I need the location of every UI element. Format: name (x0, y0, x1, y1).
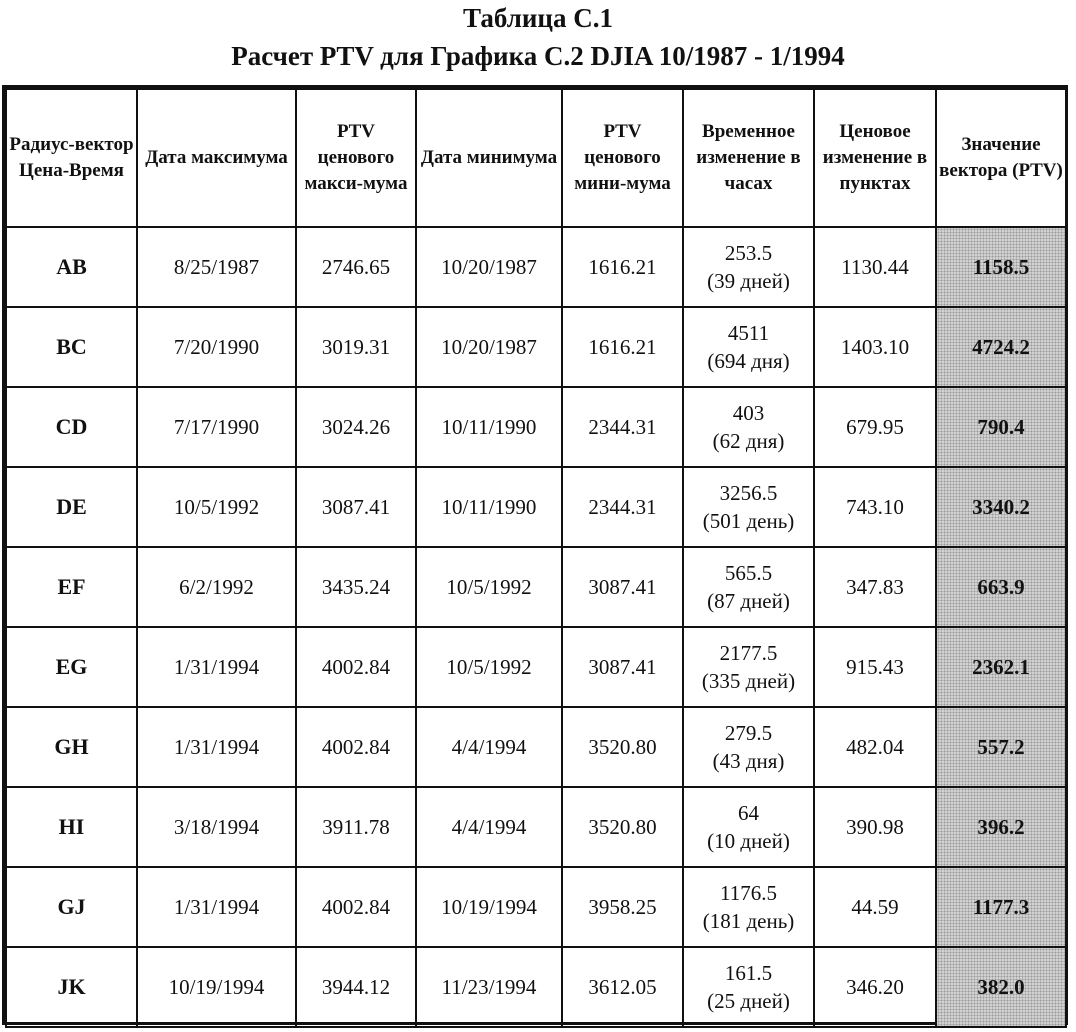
vector-cell: 663.9 (936, 547, 1066, 627)
max-ptv-cell: 3087.41 (296, 467, 416, 547)
header-price-change: Ценовое изменение в пунктах (814, 89, 936, 227)
min-ptv-cell: 1616.21 (562, 307, 683, 387)
max-ptv-cell: 3024.26 (296, 387, 416, 467)
max-ptv-cell: 4002.84 (296, 707, 416, 787)
header-min-ptv: PTV ценового мини-мума (562, 89, 683, 227)
days-value: (501 день) (702, 509, 795, 533)
min-date-cell: 4/4/1994 (416, 707, 562, 787)
code-cell: EF (6, 547, 137, 627)
code-cell: DE (6, 467, 137, 547)
min-ptv-cell: 2344.31 (562, 387, 683, 467)
price-change-cell: 482.04 (814, 707, 936, 787)
price-change-cell: 347.83 (814, 547, 936, 627)
table-row (6, 867, 1066, 947)
hours-value: 279.5 (724, 721, 773, 745)
table-row (6, 947, 1066, 1027)
vector-cell: 396.2 (936, 787, 1066, 867)
hours-value: 3256.5 (719, 481, 778, 505)
code-cell: CD (6, 387, 137, 467)
max-ptv-cell: 3944.12 (296, 947, 416, 1027)
header-vector: Значение вектора (PTV) (936, 89, 1066, 227)
price-change-cell: 1403.10 (814, 307, 936, 387)
min-ptv-cell: 2344.31 (562, 467, 683, 547)
min-ptv-cell: 3520.80 (562, 707, 683, 787)
price-change-cell: 743.10 (814, 467, 936, 547)
time-change-cell (683, 787, 814, 867)
hours-value: 403 (732, 401, 765, 425)
time-change-cell (683, 867, 814, 947)
time-change-cell (683, 627, 814, 707)
table-row (6, 547, 1066, 627)
time-change-cell (683, 227, 814, 307)
days-value: (694 дня) (707, 349, 790, 373)
code-cell: GJ (6, 867, 137, 947)
table-row (6, 387, 1066, 467)
ptv-table (5, 88, 1067, 1028)
price-change-cell: 44.59 (814, 867, 936, 947)
days-value: (335 дней) (701, 669, 796, 693)
price-change-cell: 679.95 (814, 387, 936, 467)
table-caption: Таблица С.1 (463, 3, 613, 33)
time-change-cell (683, 307, 814, 387)
min-date-cell: 10/11/1990 (416, 467, 562, 547)
hours-value: 64 (738, 801, 759, 825)
price-change-cell: 1130.44 (814, 227, 936, 307)
code-cell: AB (6, 227, 137, 307)
vector-cell: 382.0 (936, 947, 1066, 1027)
price-change-cell: 346.20 (814, 947, 936, 1027)
max-date-cell: 8/25/1987 (137, 227, 296, 307)
max-date-cell: 6/2/1992 (137, 547, 296, 627)
max-date-cell: 3/18/1994 (137, 787, 296, 867)
min-ptv-cell: 1616.21 (562, 227, 683, 307)
vector-cell: 4724.2 (936, 307, 1066, 387)
price-change-cell: 390.98 (814, 787, 936, 867)
days-value: (39 дней) (707, 269, 790, 293)
table-row (6, 467, 1066, 547)
min-ptv-cell: 3520.80 (562, 787, 683, 867)
time-change-cell (683, 947, 814, 1027)
code-cell: EG (6, 627, 137, 707)
header-max-ptv: PTV ценового макси-мума (296, 89, 416, 227)
min-date-cell: 10/19/1994 (416, 867, 562, 947)
vector-cell: 2362.1 (936, 627, 1066, 707)
max-date-cell: 1/31/1994 (137, 627, 296, 707)
min-date-cell: 10/5/1992 (416, 547, 562, 627)
hours-value: 1176.5 (720, 881, 777, 905)
min-date-cell: 11/23/1994 (416, 947, 562, 1027)
table-row (6, 227, 1066, 307)
min-date-cell: 10/20/1987 (416, 227, 562, 307)
vector-cell: 3340.2 (936, 467, 1066, 547)
max-date-cell: 10/5/1992 (137, 467, 296, 547)
table-row (6, 707, 1066, 787)
header-max-date: Дата максимума (137, 89, 296, 227)
days-value: (43 дня) (712, 749, 785, 773)
code-cell: JK (6, 947, 137, 1027)
time-change-cell (683, 707, 814, 787)
table-row (6, 787, 1066, 867)
header-min-date: Дата минимума (416, 89, 562, 227)
code-cell: GH (6, 707, 137, 787)
header-row (6, 89, 1066, 227)
table-row (6, 307, 1066, 387)
max-ptv-cell: 3911.78 (296, 787, 416, 867)
table-row (6, 627, 1066, 707)
min-date-cell: 10/20/1987 (416, 307, 562, 387)
header-time-change: Временное изменение в часах (683, 89, 814, 227)
days-value: (25 дней) (707, 989, 790, 1013)
max-date-cell: 7/20/1990 (137, 307, 296, 387)
max-date-cell: 7/17/1990 (137, 387, 296, 467)
max-ptv-cell: 2746.65 (296, 227, 416, 307)
min-date-cell: 10/11/1990 (416, 387, 562, 467)
days-value: (10 дней) (707, 829, 790, 853)
hours-value: 4511 (727, 321, 770, 345)
min-date-cell: 10/5/1992 (416, 627, 562, 707)
min-ptv-cell: 3087.41 (562, 547, 683, 627)
time-change-cell (683, 387, 814, 467)
time-change-cell (683, 547, 814, 627)
vector-cell: 1177.3 (936, 867, 1066, 947)
hours-value: 565.5 (724, 561, 773, 585)
header-code: Радиус-вектор Цена-Время (6, 89, 137, 227)
vector-cell: 557.2 (936, 707, 1066, 787)
days-value: (87 дней) (707, 589, 790, 613)
min-ptv-cell: 3958.25 (562, 867, 683, 947)
max-ptv-cell: 3435.24 (296, 547, 416, 627)
max-ptv-cell: 3019.31 (296, 307, 416, 387)
days-value: (181 день) (702, 909, 795, 933)
vector-cell: 1158.5 (936, 227, 1066, 307)
max-date-cell: 1/31/1994 (137, 707, 296, 787)
code-cell: BC (6, 307, 137, 387)
min-date-cell: 4/4/1994 (416, 787, 562, 867)
time-change-cell (683, 467, 814, 547)
table-title: Расчет PTV для Графика С.2 DJIA 10/1987 - 1/1994 (231, 41, 845, 71)
price-change-cell: 915.43 (814, 627, 936, 707)
min-ptv-cell: 3612.05 (562, 947, 683, 1027)
hours-value: 161.5 (724, 961, 773, 985)
days-value: (62 дня) (712, 429, 785, 453)
max-ptv-cell: 4002.84 (296, 627, 416, 707)
max-date-cell: 1/31/1994 (137, 867, 296, 947)
max-date-cell: 10/19/1994 (137, 947, 296, 1027)
min-ptv-cell: 3087.41 (562, 627, 683, 707)
max-ptv-cell: 4002.84 (296, 867, 416, 947)
hours-value: 253.5 (724, 241, 773, 265)
vector-cell: 790.4 (936, 387, 1066, 467)
hours-value: 2177.5 (719, 641, 778, 665)
code-cell: HI (6, 787, 137, 867)
